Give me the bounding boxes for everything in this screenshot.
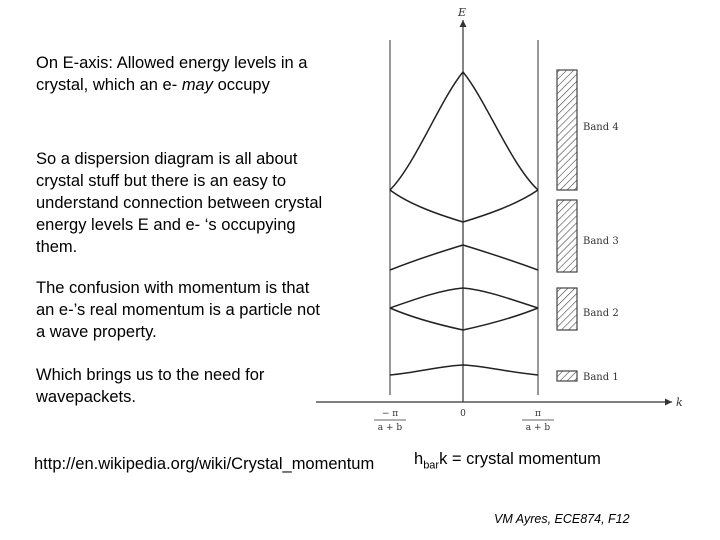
band-3-label: Band 3 bbox=[583, 236, 619, 247]
dispersion-band-4 bbox=[390, 72, 538, 190]
formula-subscript: bar bbox=[423, 459, 440, 472]
band-structure-diagram bbox=[300, 0, 700, 440]
dispersion-band-3-upper bbox=[390, 190, 538, 222]
p1-emphasis: may bbox=[181, 76, 213, 94]
dispersion-band-2-lower bbox=[390, 308, 538, 330]
tick-pos-numerator: π bbox=[535, 409, 541, 419]
band-2-region bbox=[557, 288, 577, 330]
band-4-label: Band 4 bbox=[583, 122, 619, 133]
formula-rest: k = crystal momentum bbox=[439, 450, 601, 468]
dispersion-band-2-upper bbox=[390, 288, 538, 308]
paragraph-momentum-confusion: The confusion with momentum is that an e-’s real momentum is a particle not a wave property. bbox=[36, 279, 320, 341]
band-3-region bbox=[557, 200, 577, 272]
band-2-label: Band 2 bbox=[583, 308, 619, 319]
dispersion-band-3-lower bbox=[390, 245, 538, 270]
p1-text-b: occupy bbox=[212, 76, 270, 94]
crystal-momentum-formula bbox=[414, 450, 601, 471]
band-1-region bbox=[557, 371, 577, 381]
tick-neg-denominator: a + b bbox=[377, 423, 403, 433]
paragraph-allowed-energy bbox=[36, 52, 328, 96]
p1-text-a: On E-axis: Allowed energy levels in a crystal, which an e- bbox=[36, 54, 308, 94]
paragraph-wavepackets: Which brings us to the need for wavepackets. bbox=[36, 366, 265, 406]
tick-zero: 0 bbox=[460, 409, 466, 419]
k-axis-label: k bbox=[676, 396, 683, 409]
reference-url: http://en.wikipedia.org/wiki/Crystal_momentum bbox=[34, 455, 375, 473]
author-credit: VM Ayres, ECE874, F12 bbox=[494, 512, 630, 526]
formula-h: h bbox=[414, 450, 424, 468]
tick-pos-denominator: a + b bbox=[525, 423, 551, 433]
e-axis-label: E bbox=[458, 6, 467, 19]
band-4-region bbox=[557, 70, 577, 190]
tick-neg-numerator: − π bbox=[381, 409, 399, 419]
dispersion-band-1 bbox=[390, 365, 538, 375]
paragraph-dispersion: So a dispersion diagram is all about crystal stuff but there is an easy to understand connection between crystal energy levels E and e- ‘s occupying them. bbox=[36, 150, 323, 256]
band-1-label: Band 1 bbox=[583, 372, 619, 383]
